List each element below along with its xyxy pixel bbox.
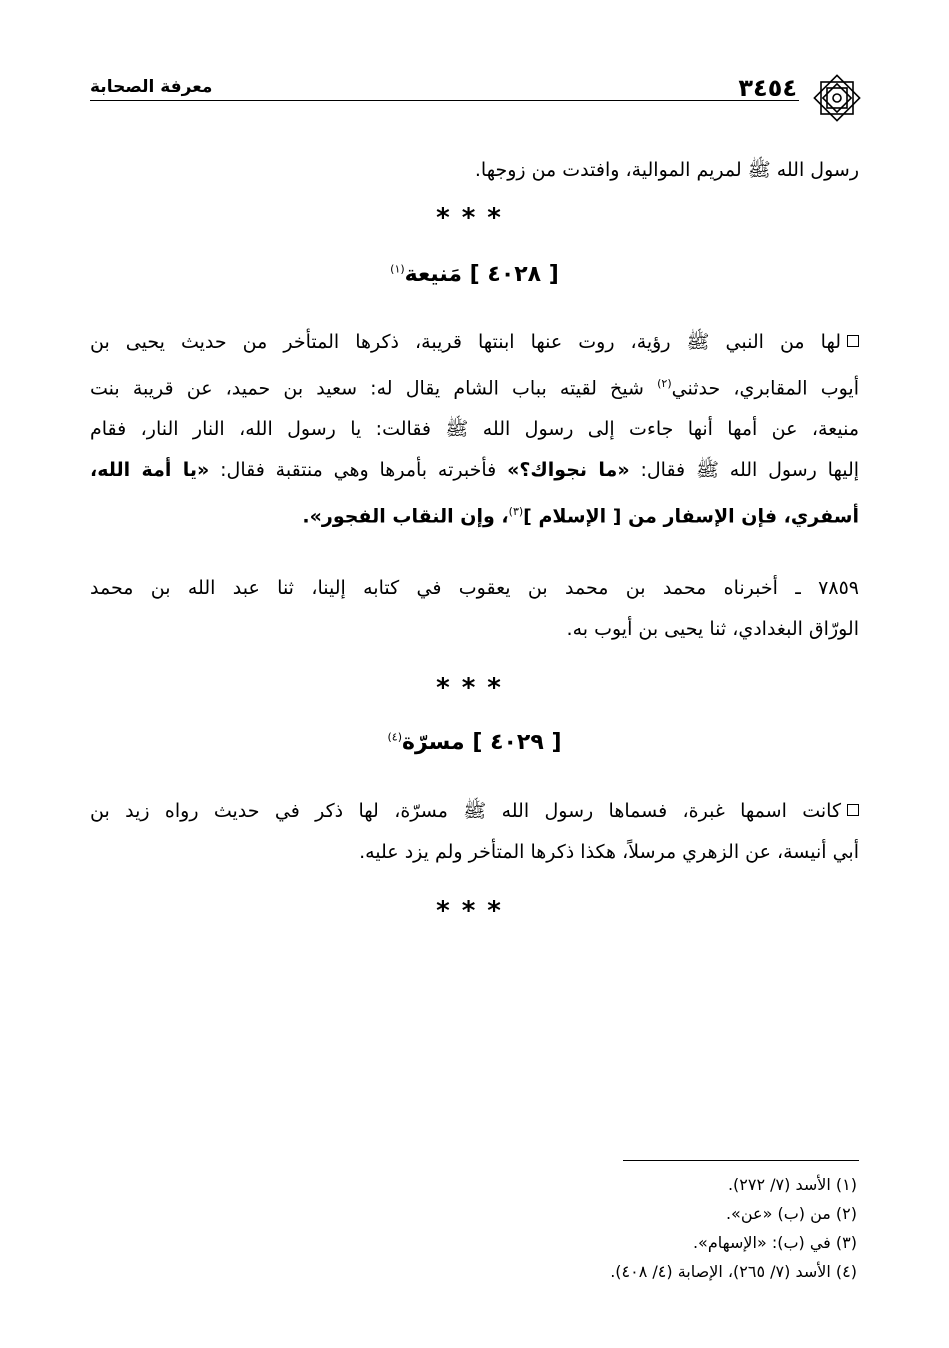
paragraph-square-icon xyxy=(847,335,859,347)
footnote-ref: (١) xyxy=(390,262,405,276)
text-line: ٧٨٥٩ ـ أخبرناه محمد بن محمد بن يعقوب في كتابه إلينا، ثنا عبد الله بن محمد xyxy=(90,577,859,599)
section-separator: *** xyxy=(436,673,513,703)
footnote: (٣) في (ب): «الإسهام». xyxy=(692,1233,857,1252)
text-line: إليها رسول الله ﷺ فقال: «ما نجواك؟» فأخبرته بأمرها وهي منتقبة فقال: «يا أمة الله، xyxy=(90,459,860,482)
section-separator: *** xyxy=(436,203,513,233)
entry-heading-text: [ ٤٠٢٩ ] مسرّة xyxy=(402,730,562,755)
entry-paragraph xyxy=(90,791,859,873)
entry-heading-text: [ ٤٠٢٨ ] مَنيعة xyxy=(404,262,559,287)
text-line: أبي أنيسة، عن الزهري مرسلاً، هكذا ذكرها المتأخر ولم يزد عليه. xyxy=(359,841,859,863)
footnote: (٤) الأسد (٧/ ٢٦٥)، الإصابة (٤/ ٤٠٨). xyxy=(610,1262,857,1281)
text-line: الورّاق البغدادي، ثنا يحيى بن أيوب به. xyxy=(566,618,859,640)
page-header xyxy=(90,62,859,110)
entry-heading xyxy=(0,730,949,755)
text-line: كانت اسمها غبرة، فسماها رسول الله ﷺ مسرّة، لها ذكر في حديث رواه زيد بن xyxy=(90,791,859,832)
entry-paragraph xyxy=(90,322,859,538)
paragraph-square-icon xyxy=(847,804,859,816)
footnote-ref: (٤) xyxy=(387,730,402,744)
page-number: ٣٤٥٤ xyxy=(738,74,797,102)
continuation-paragraph xyxy=(90,150,859,191)
text-line: أيوب المقابري، حدثني$^{(٢)}$ شيخ لقيته بباب الشام يقال له: سعيد بن حميد، عن قريبة بنت xyxy=(90,377,859,400)
isnad-paragraph xyxy=(90,568,859,650)
footnote-rule xyxy=(623,1160,859,1161)
footnotes xyxy=(610,1170,857,1286)
header-rule xyxy=(90,100,799,101)
footnote-ref: (٣) xyxy=(508,505,524,519)
text-line: لها من النبي ﷺ رؤية، روت عنها ابنتها قريبة، ذكرها المتأخر من حديث يحيى بن xyxy=(90,322,859,363)
footnote: (١) الأسد (٧/ ٢٧٢). xyxy=(727,1175,857,1194)
footnote-ref: (٢) xyxy=(657,377,672,390)
text-line: منيعة، عن أمها أنها جاءت إلى رسول الله ﷺ فقالت: يا رسول الله، النار النار، فقام xyxy=(90,418,859,441)
octagon-star-ornament-icon xyxy=(809,70,865,126)
section-separator: *** xyxy=(436,896,513,926)
running-title: معرفة الصحابة xyxy=(90,77,213,97)
entry-heading xyxy=(0,262,949,287)
footnote: (٢) من (ب) «عن». xyxy=(725,1204,857,1223)
text-line: أسفري، فإن الإسفار من [ الإسلام ]$^{(٣)}$، وإن النقاب الفجور». xyxy=(302,505,859,528)
text-line: رسول الله ﷺ لمريم الموالية، وافتدت من زوجها. xyxy=(474,159,859,181)
